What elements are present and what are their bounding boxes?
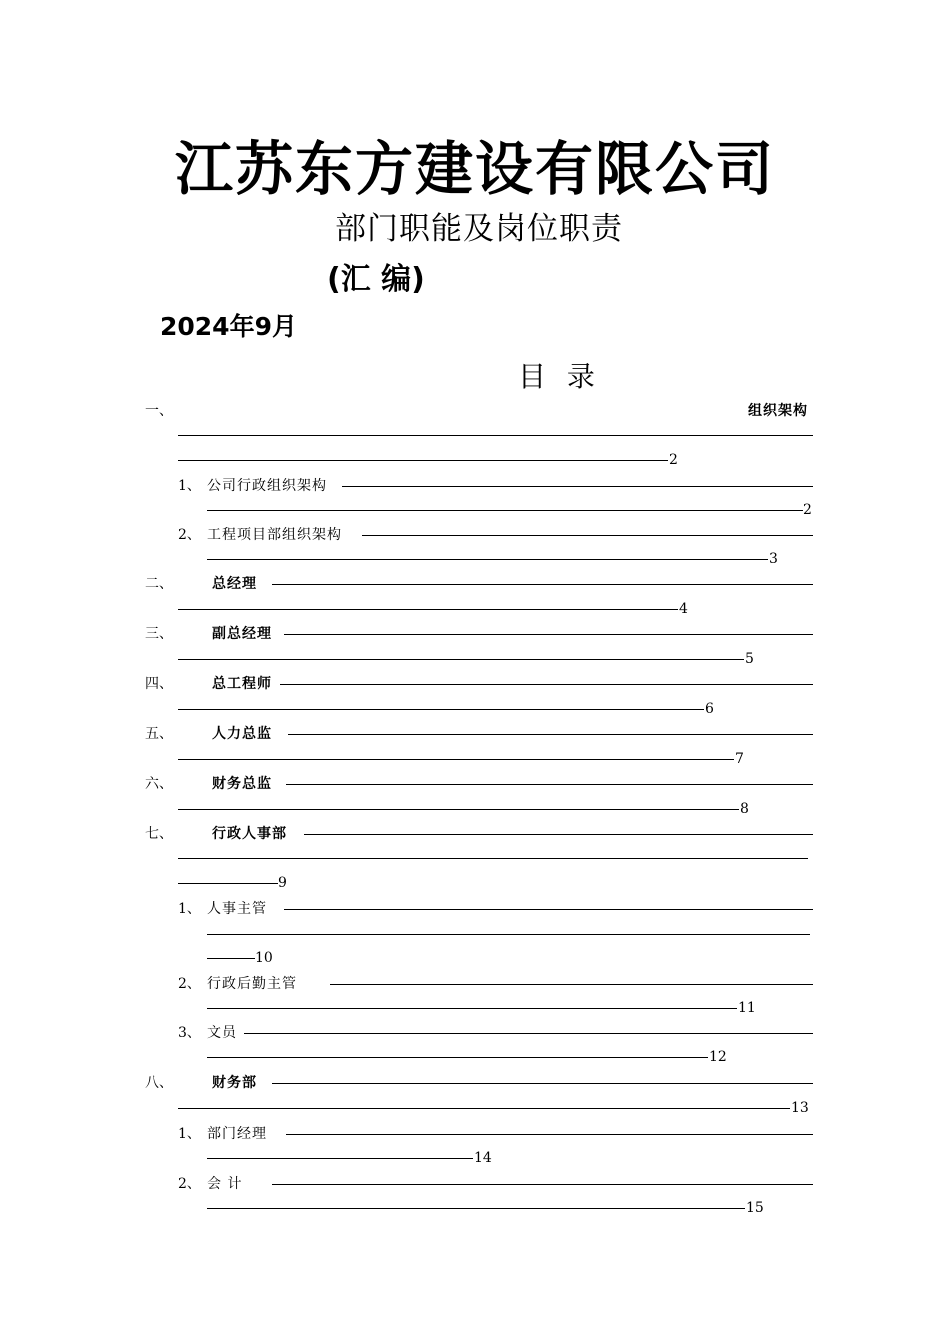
toc-leader — [362, 525, 813, 545]
toc-entry-page: 2 — [803, 502, 812, 518]
toc-leader — [288, 724, 813, 744]
toc-entry-label: 行政人事部 — [212, 826, 287, 842]
toc-entry-page: 5 — [745, 651, 754, 667]
toc-leader — [272, 1174, 813, 1194]
toc-entry-label: 会 计 — [207, 1176, 243, 1192]
toc-entry-number: 四、 — [145, 676, 173, 692]
toc-entry-page: 6 — [705, 701, 714, 717]
toc-entry-label: 副总经理 — [212, 626, 272, 642]
toc-entry-page: 11 — [738, 1000, 756, 1016]
toc-entry-page: 8 — [740, 801, 749, 817]
toc-leader — [207, 500, 803, 520]
toc-entry-label: 行政后勤主管 — [207, 976, 297, 992]
toc-leader — [272, 1073, 813, 1093]
toc-entry-page: 13 — [791, 1100, 809, 1116]
toc-leader — [178, 450, 668, 470]
toc-entry-label: 文员 — [207, 1025, 237, 1041]
toc-entry-number: 八、 — [145, 1075, 173, 1091]
company-title: 江苏东方建设有限公司 — [174, 135, 775, 203]
toc-entry-label: 工程项目部组织架构 — [207, 527, 342, 543]
toc-entry-number: 2、 — [178, 976, 201, 992]
toc-entry-page: 10 — [255, 950, 273, 966]
toc-entry-page: 7 — [735, 751, 744, 767]
toc-leader — [178, 1098, 790, 1118]
compiled-label: (汇 编) — [327, 262, 425, 297]
toc-leader — [178, 799, 739, 819]
toc-leader — [330, 974, 813, 994]
toc-leader — [280, 674, 813, 694]
toc-entry-page: 14 — [474, 1150, 492, 1166]
toc-leader — [244, 1023, 813, 1043]
toc-leader — [284, 624, 813, 644]
toc-leader — [178, 873, 278, 893]
toc-entry-label: 总工程师 — [212, 676, 272, 692]
toc-entry-label: 组织架构 — [748, 403, 808, 419]
toc-entry-label: 人事主管 — [207, 901, 267, 917]
toc-entry-number: 五、 — [145, 726, 173, 742]
toc-leader — [178, 848, 808, 868]
toc-entry-label: 财务总监 — [212, 776, 272, 792]
toc-entry-number: 2、 — [178, 527, 201, 543]
toc-leader — [207, 1198, 745, 1218]
toc-leader — [178, 649, 744, 669]
toc-leader — [178, 749, 734, 769]
toc-leader — [207, 924, 810, 944]
toc-entry-page: 3 — [769, 551, 778, 567]
toc-entry-page: 15 — [746, 1200, 764, 1216]
toc-entry-number: 二、 — [145, 576, 173, 592]
toc-entry-number: 1、 — [178, 1126, 201, 1142]
toc-leader — [272, 574, 813, 594]
toc-leader — [207, 549, 768, 569]
toc-leader — [207, 1148, 473, 1168]
toc-entry-page: 9 — [278, 875, 287, 891]
toc-entry-label: 部门经理 — [207, 1126, 267, 1142]
toc-entry-page: 12 — [709, 1049, 727, 1065]
document-date: 2024年9月 — [160, 312, 297, 341]
toc-entry-number: 1、 — [178, 901, 201, 917]
toc-entry-page: 2 — [669, 452, 678, 468]
toc-entry-number: 1、 — [178, 478, 201, 494]
toc-entry-page: 4 — [679, 601, 688, 617]
toc-entry-number: 六、 — [145, 776, 173, 792]
toc-entry-number: 2、 — [178, 1176, 201, 1192]
toc-leader — [286, 774, 813, 794]
toc-leader — [342, 476, 813, 496]
toc-entry-label: 总经理 — [212, 576, 257, 592]
toc-entry-label: 人力总监 — [212, 726, 272, 742]
document-subtitle: 部门职能及岗位职责 — [335, 211, 623, 247]
toc-entry-label: 财务部 — [212, 1075, 257, 1091]
toc-leader — [207, 1047, 708, 1067]
toc-entry-number: 3、 — [178, 1025, 201, 1041]
toc-leader — [286, 1124, 813, 1144]
toc-leader — [178, 699, 704, 719]
toc-entry-label: 公司行政组织架构 — [207, 478, 327, 494]
toc-leader — [207, 948, 255, 968]
toc-entry-number: 七、 — [145, 826, 173, 842]
toc-leader — [207, 998, 737, 1018]
toc-entry-number: 一、 — [145, 403, 173, 419]
toc-leader — [304, 824, 813, 844]
toc-leader — [178, 599, 678, 619]
toc-entry-number: 三、 — [145, 626, 173, 642]
toc-leader — [178, 425, 813, 445]
toc-heading: 目 录 — [518, 360, 601, 393]
toc-leader — [284, 899, 813, 919]
